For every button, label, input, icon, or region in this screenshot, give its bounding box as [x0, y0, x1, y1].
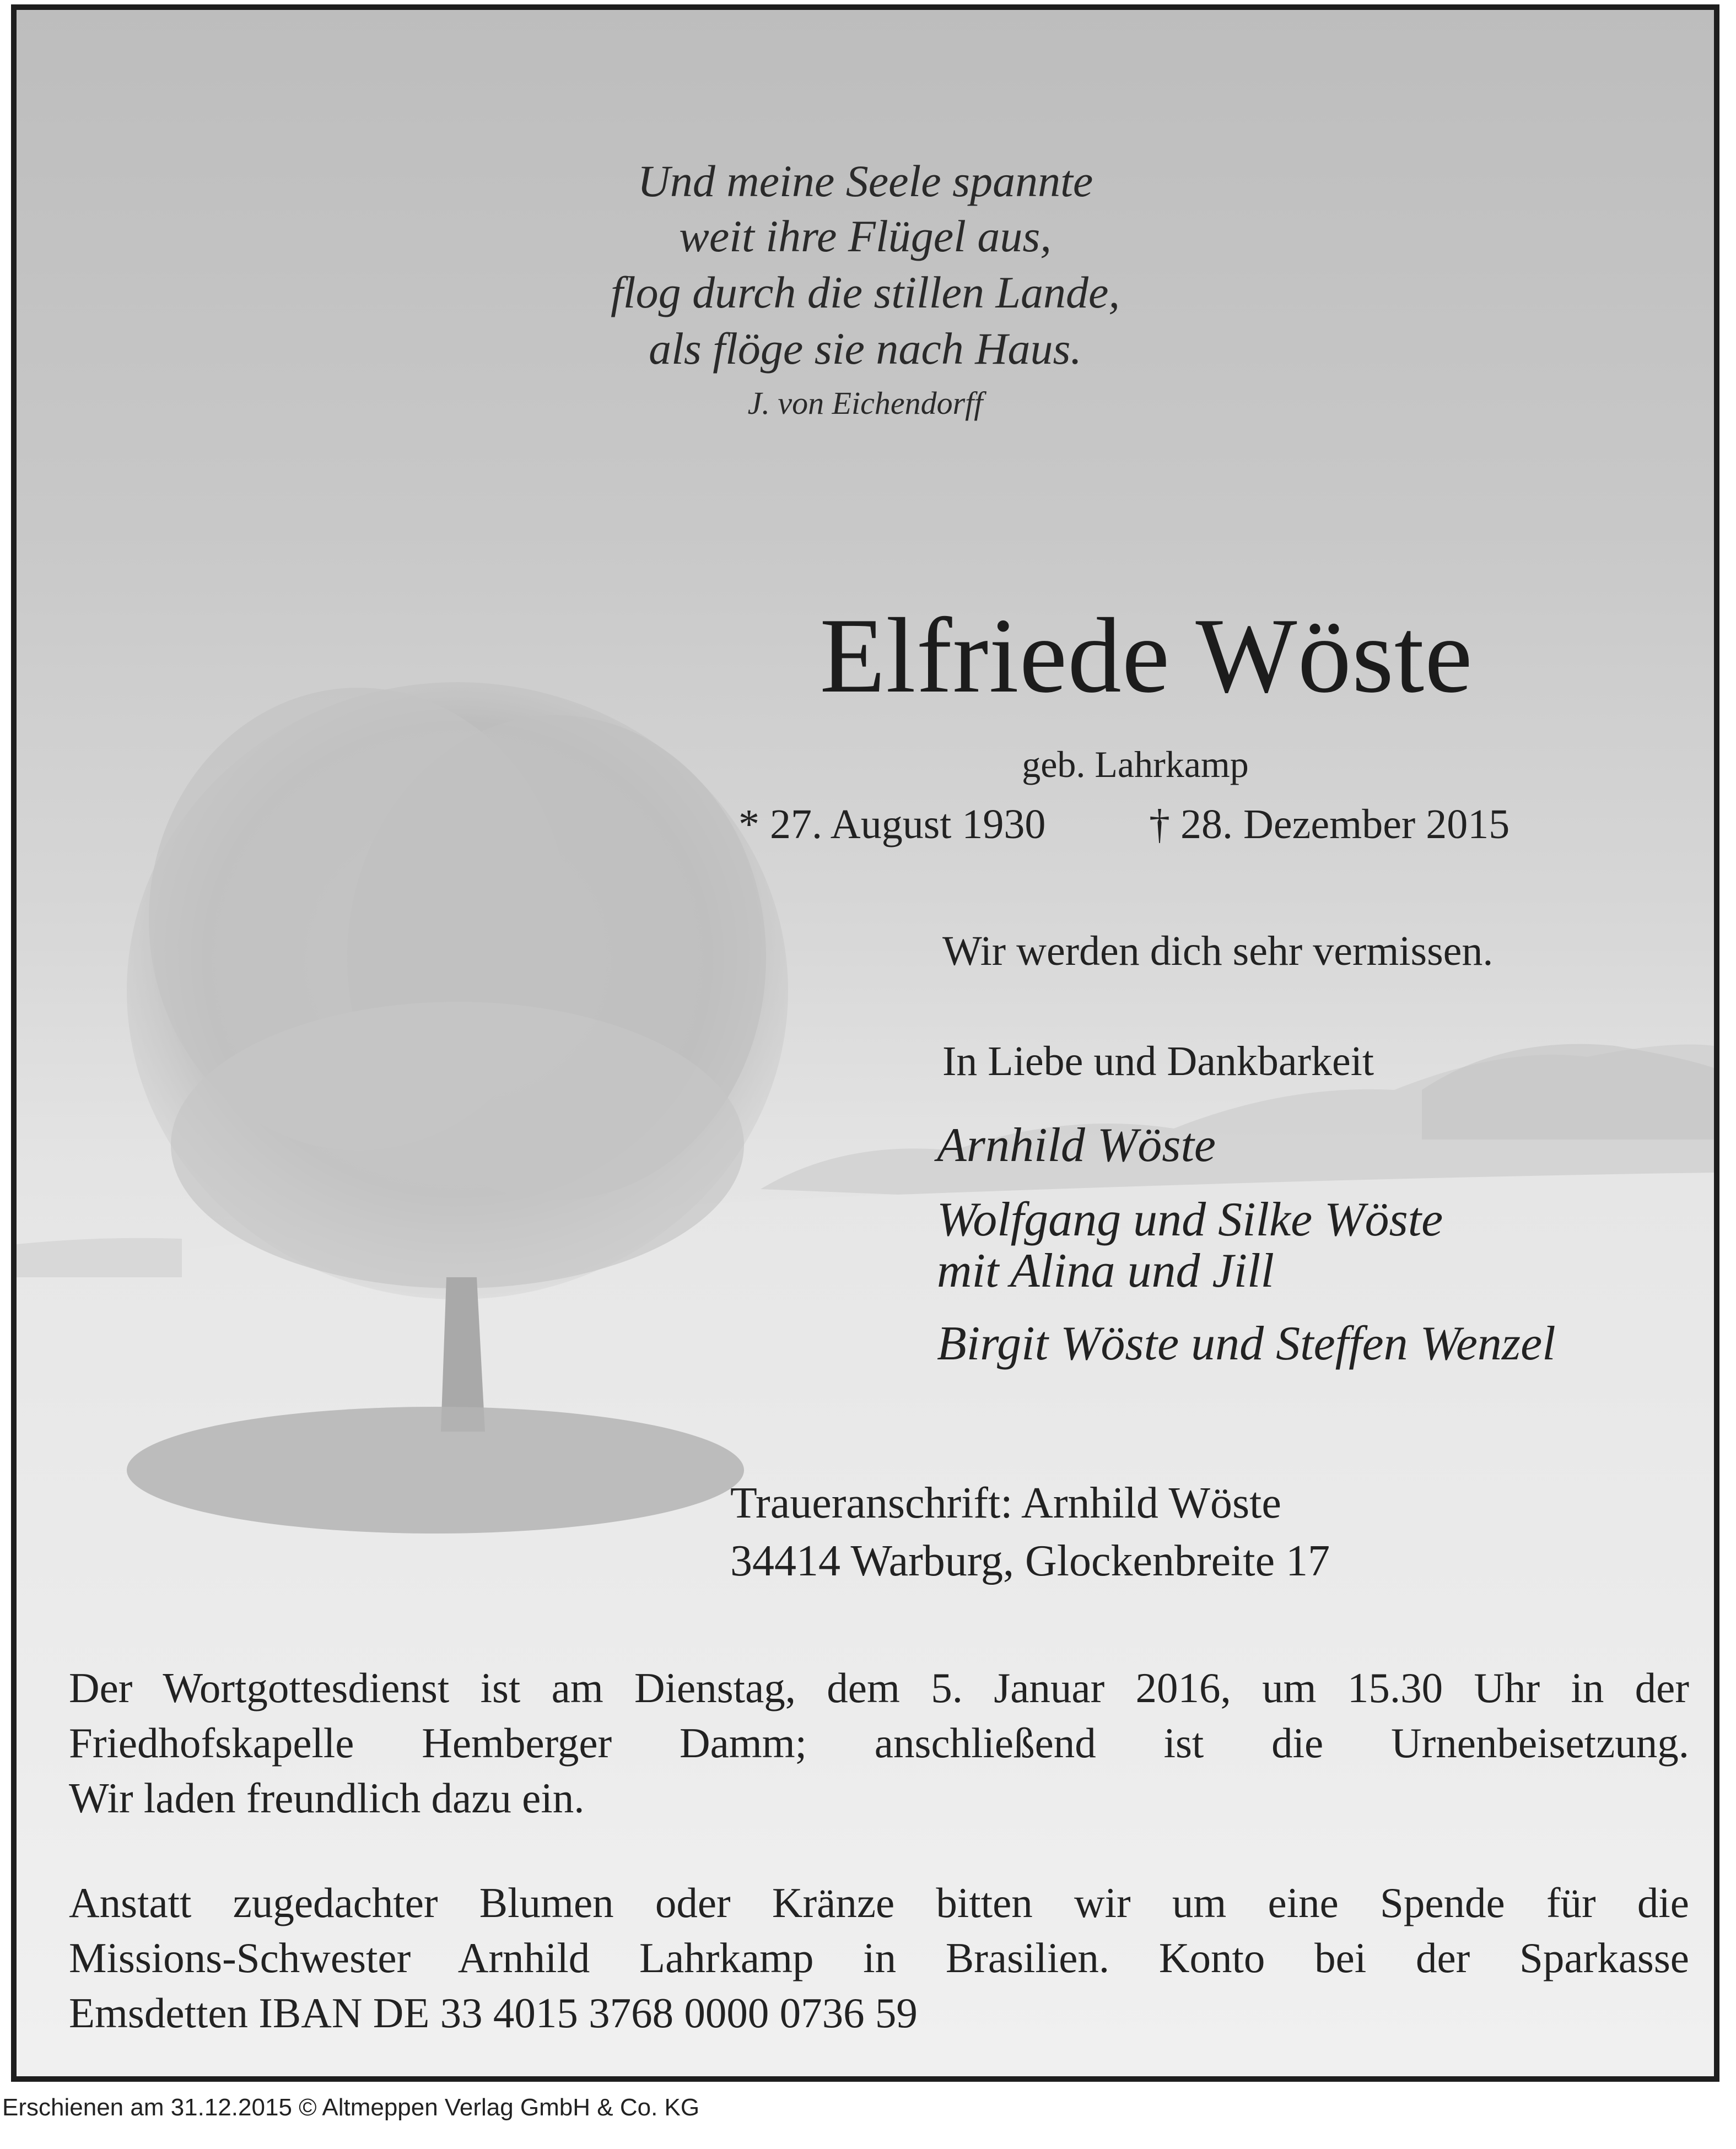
donation-line-1: Anstatt zugedachter Blumen oder Kränze bitten wir um eine Spende für die [69, 1879, 1689, 1926]
farewell-message: Wir werden dich sehr vermissen. [942, 928, 1494, 974]
quote-line-1: Und meine Seele spannte [637, 156, 1093, 206]
obituary-notice [11, 4, 1719, 2082]
mourner-2: Wolfgang und Silke Wöste [937, 1193, 1443, 1246]
service-line-2: Friedhofskapelle Hemberger Damm; anschließend ist die Urnenbeisetzung. [69, 1719, 1689, 1767]
birth-date: * 27. August 1930 [738, 801, 1046, 847]
quote-line-3: flog durch die stillen Lande, [611, 267, 1120, 317]
service-line-1: Der Wortgottesdienst ist am Dienstag, dem 5. Januar 2016, um 15.30 Uhr in der [69, 1664, 1689, 1711]
publication-footer: Erschienen am 31.12.2015 © Altmeppen Verlag GmbH & Co. KG [2, 2094, 700, 2121]
death-date: † 28. Dezember 2015 [1149, 801, 1510, 847]
mourner-3: Birgit Wöste und Steffen Wenzel [937, 1317, 1556, 1370]
quote-author: J. von Eichendorff [747, 385, 983, 421]
deceased-name: Elfriede Wöste [820, 596, 1473, 715]
donation-line-2: Missions-Schwester Arnhild Lahrkamp in Brasilien. Konto bei der Sparkasse [69, 1934, 1689, 1981]
mourner-1: Arnhild Wöste [937, 1119, 1216, 1172]
mourning-address-line-2: 34414 Warburg, Glockenbreite 17 [730, 1537, 1330, 1585]
mourning-address-line-1: Traueranschrift: Arnhild Wöste [730, 1479, 1281, 1527]
service-line-3: Wir laden freundlich dazu ein. [69, 1774, 585, 1822]
birth-name: geb. Lahrkamp [1022, 743, 1249, 785]
donation-paragraph [69, 1875, 1689, 2040]
mourner-2-children: mit Alina und Jill [937, 1244, 1274, 1298]
service-paragraph [69, 1660, 1689, 1826]
closing-line: In Liebe und Dankbarkeit [942, 1038, 1374, 1084]
quote-line-2: weit ihre Flügel aus, [679, 211, 1052, 261]
donation-line-3: Emsdetten IBAN DE 33 4015 3768 0000 0736 59 [69, 1989, 918, 2037]
quote-line-4: als flöge sie nach Haus. [649, 323, 1082, 374]
